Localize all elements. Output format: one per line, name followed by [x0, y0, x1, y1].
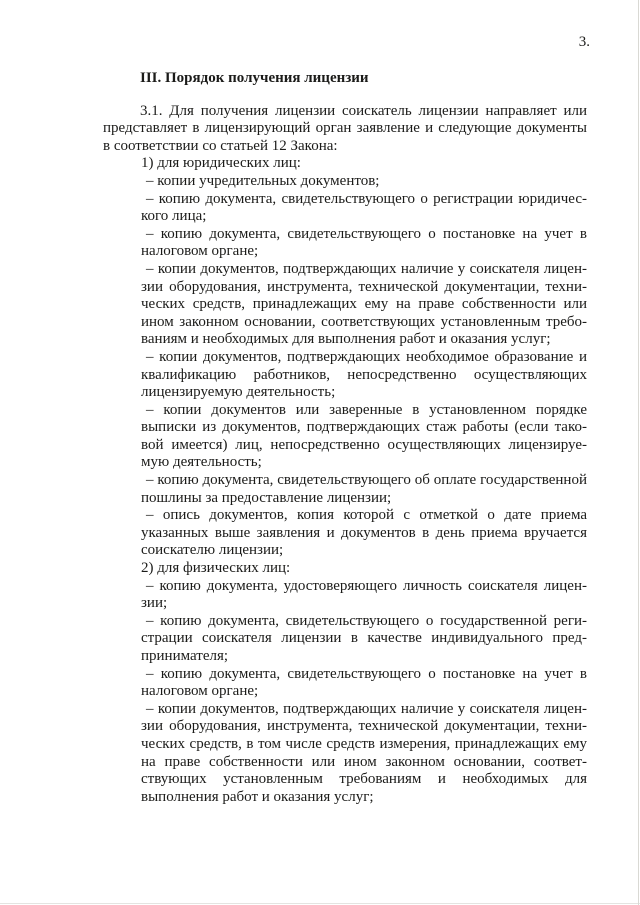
document-content [103, 70, 587, 806]
list-item: – опись документов, копия которой с отметкой о дате приема указанных выше заявления и документов в день приема вручается соискателю лицензии; [141, 507, 587, 559]
list-item: – копию документа, удостоверяющего личность соискателя лицензии; [141, 577, 587, 612]
page-number: 3. [578, 34, 590, 50]
list-item: – копию документа, свидетельствующего о постановке на учет в налоговом органе; [141, 225, 587, 260]
list-item: – копию документа, свидетельствующего о постановке на учет в налоговом органе; [141, 665, 587, 700]
list-item: – копию документа, свидетельствующего об оплате государственной пошлины за предоставление лицензии; [141, 472, 587, 506]
list-item: – копию документа, свидетельствующего о государственной регистрации соискателя лицензии в качестве индивидуального предпринимателя; [141, 612, 587, 664]
scan-edge-right [638, 0, 639, 905]
list-item: – копии документов, подтверждающих необходимое образование и квалификацию работников, непосредственно осуществляющих лицензируемую деятельность; [141, 348, 587, 401]
intro-paragraph: 3.1. Для получения лицензии соискатель лицензии направляет или представляет в лицензирующий орган заявление и следующие документы в соответствии со статьей 12 Закона: [103, 102, 587, 154]
list-item: – копии учредительных документов; [146, 172, 380, 189]
list-item: – копии документов, подтверждающих наличие у соискателя лицензии оборудования, инструмента, технической документации, технических средств, в том числе средств измерения, принадлежащих ему на праве собственности или ином законном основании, соответствующих установленным требованиям и необходимых для выполнения работ и оказания услуг; [141, 700, 587, 805]
section-heading: III. Порядок получения лицензии [140, 70, 369, 86]
scan-edge-bottom [0, 903, 640, 904]
list-item: – копии документов или заверенные в установленном порядке выписки из документов, подтверждающих стаж работы (если таковой имеется) лиц, непосредственно осуществляющих лицензируемую деятельность; [141, 401, 587, 471]
list-item: – копию документа, свидетельствующего о регистрации юридического лица; [141, 190, 587, 225]
list-item: – копии документов, подтверждающих наличие у соискателя лицензии оборудования, инструмента, технической документации, технических средств, принадлежащих ему на праве собственности или ином законном основании, соответствующих установленным требованиям и необходимых для выполнения работ и оказания услуг; [141, 260, 587, 348]
section-1-label: 1) для юридических лиц: [141, 155, 301, 172]
section-2-label: 2) для физических лиц: [141, 560, 291, 577]
